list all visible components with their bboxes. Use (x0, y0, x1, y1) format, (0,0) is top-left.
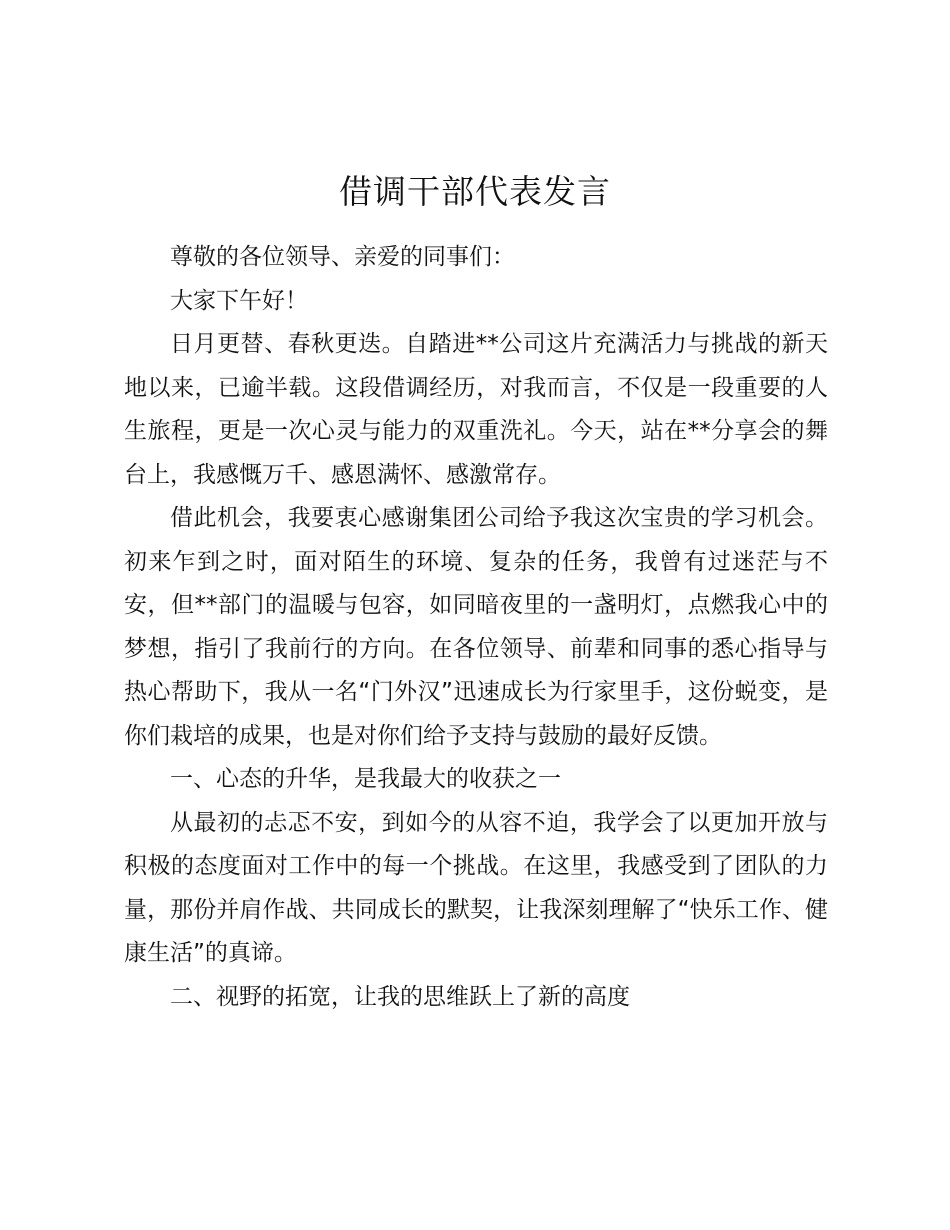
section-heading-1: 一、心态的升华，是我最大的收获之一 (170, 766, 561, 792)
document-body (124, 236, 828, 1019)
greeting: 大家下午好！ (170, 287, 308, 314)
paragraph-thanks: 借此机会，我要衷心感谢集团公司给予我这次宝贵的学习机会。初来乍到之时，面对陌生的环境、复杂的任务，我曾有过迷茫与不安，但**部门的温暖与包容，如同暗夜里的一盏明灯，点燃我心中的梦想，指引了我前行的方向。在各位领导、前辈和同事的悉心指导与热心帮助下，我从一名“门外汉”迅速成长为行家里手，这份蜕变，是你们栽培的成果，也是对你们给予支持与鼓励的最好反馈。 (124, 505, 828, 749)
document-title: 借调干部代表发言 (339, 172, 611, 211)
section-heading-2: 二、视野的拓宽，让我的思维跃上了新的高度 (170, 983, 630, 1010)
section-paragraph-1: 从最初的忐忑不安，到如今的从容不迫，我学会了以更加开放与积极的态度面对工作中的每一个挑战。在这里，我感受到了团队的力量，那份并肩作战、共同成长的默契，让我深刻理解了“快乐工作、健康生活”的真谛。 (124, 809, 828, 966)
paragraph-opening: 日月更替、春秋更迭。自踏进**公司这片充满活力与挑战的新天地以来，已逾半载。这段借调经历，对我而言，不仅是一段重要的人生旅程，更是一次心灵与能力的双重洗礼。今天，站在**分享会的舞台上，我感慨万千、感恩满怀、感激常存。 (124, 331, 828, 488)
salutation: 尊敬的各位领导、亲爱的同事们： (170, 244, 515, 270)
